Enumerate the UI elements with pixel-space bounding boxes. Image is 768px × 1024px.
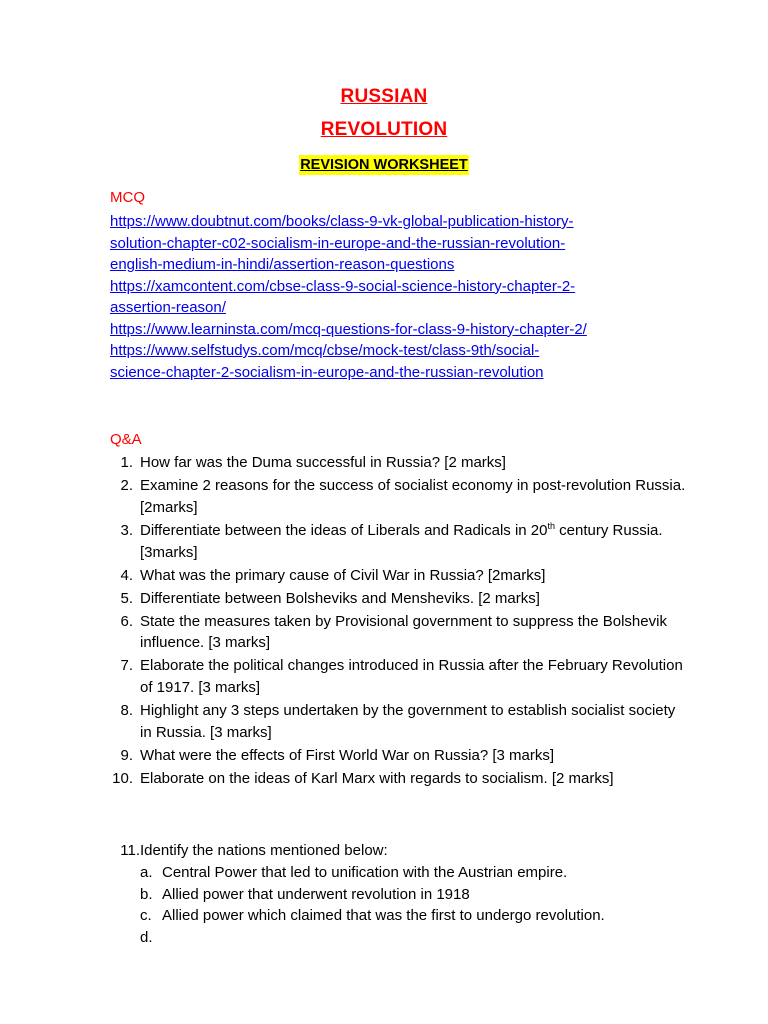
question-number: 1.: [120, 454, 133, 471]
question-text: How far was the Duma successful in Russia? [2 marks]: [140, 454, 506, 471]
question-number: 7.: [120, 657, 133, 675]
nations-heading: Identify the nations mentioned below:: [140, 842, 388, 859]
sub-item-letter: a.: [140, 863, 153, 881]
list-item: [110, 655, 690, 699]
question-text: Elaborate on the ideas of Karl Marx with regards to socialism. [2 marks]: [140, 769, 614, 787]
title-line-1: RUSSIAN: [340, 86, 428, 107]
question-text: Elaborate the political changes introduced in Russia after the February Revolution of 1917. [3 marks]: [140, 657, 683, 697]
list-item: [140, 905, 670, 927]
nations-heading-row: [110, 840, 670, 862]
link-line: https://www.selfstudys.com/mcq/cbse/mock-test/class-9th/social-: [110, 342, 540, 359]
question-text: Highlight any 3 steps undertaken by the government to establish socialist society in Russia. [3 marks]: [140, 702, 676, 741]
link-line: science-chapter-2-socialism-in-europe-and-the-russian-revolution: [110, 363, 544, 381]
question-text: Differentiate between Bolsheviks and Mensheviks. [2 marks]: [140, 589, 540, 607]
question-text: What was the primary cause of Civil War in Russia? [2marks]: [140, 566, 546, 584]
question-text: What were the effects of First World War on Russia? [3 marks]: [140, 746, 555, 764]
list-item: [110, 475, 690, 519]
sub-item-text: Allied power that underwent revolution in 1918: [162, 885, 470, 903]
list-item: [110, 745, 690, 767]
question-text: State the measures taken by Provisional government to suppress the Bolshevik influence. [3 marks]: [140, 612, 667, 652]
sub-item-letter: b.: [140, 885, 153, 903]
link-line: solution-chapter-c02-socialism-in-europe-and-the-russian-revolution-: [110, 234, 566, 252]
mcq-link-xamcontent[interactable]: [110, 276, 710, 319]
question-text: Examine 2 reasons for the success of socialist economy in post-revolution Russia. [2marks]: [140, 476, 686, 516]
list-item: [110, 452, 690, 474]
question-number: 10.: [112, 769, 133, 787]
nations-question: [110, 840, 670, 949]
qa-label: Q&A: [110, 431, 142, 448]
list-item: [110, 588, 690, 610]
question-number: 6.: [120, 612, 133, 630]
link-line: https://xamcontent.com/cbse-class-9-social-science-history-chapter-2-: [110, 277, 576, 295]
link-line: english-medium-in-hindi/assertion-reason-questions: [110, 256, 455, 273]
question-text: [140, 520, 690, 564]
question-text-part: century Russia. [3marks]: [140, 521, 663, 561]
sub-item-text: Allied power which claimed that was the first to undergo revolution.: [162, 907, 605, 925]
list-item: [110, 611, 690, 655]
sub-item-letter: c.: [140, 907, 152, 925]
list-item: [140, 884, 670, 906]
mcq-link-learninsta[interactable]: [110, 319, 710, 341]
list-item: [110, 768, 690, 790]
question-number: 4.: [120, 566, 133, 584]
link-line: https://www.learninsta.com/mcq-questions-for-class-9-history-chapter-2/: [110, 320, 587, 338]
link-line: assertion-reason/: [110, 299, 226, 316]
question-number: 5.: [120, 589, 133, 607]
question-text-part: Differentiate between the ideas of Liberals and Radicals in 20: [140, 521, 548, 539]
list-item: [110, 565, 690, 587]
mcq-link-selfstudys[interactable]: [110, 340, 710, 383]
question-number: 3.: [120, 521, 133, 539]
question-number: 9.: [120, 746, 133, 764]
question-list: [110, 452, 690, 791]
sub-item-text: Central Power that led to unification with the Austrian empire.: [162, 863, 568, 881]
list-item: [140, 927, 670, 949]
mcq-link-doubtnut[interactable]: [110, 211, 710, 276]
sub-item-letter: d.: [140, 929, 153, 947]
list-item: [110, 520, 690, 564]
subtitle-highlighted: REVISION WORKSHEET: [300, 157, 468, 173]
mcq-label: MCQ: [110, 189, 145, 206]
link-line: https://www.doubtnut.com/books/class-9-vk-global-publication-history-: [110, 213, 574, 230]
ordinal-superscript: th: [547, 520, 555, 531]
question-number: 2.: [120, 476, 133, 494]
list-item: [110, 700, 690, 744]
title-line-2: REVOLUTION: [320, 119, 448, 140]
list-item: [140, 862, 670, 884]
subtitle-container: [0, 155, 768, 175]
question-number: 11.: [120, 842, 140, 859]
question-number: 8.: [120, 702, 133, 720]
mcq-link-list: [110, 211, 710, 383]
